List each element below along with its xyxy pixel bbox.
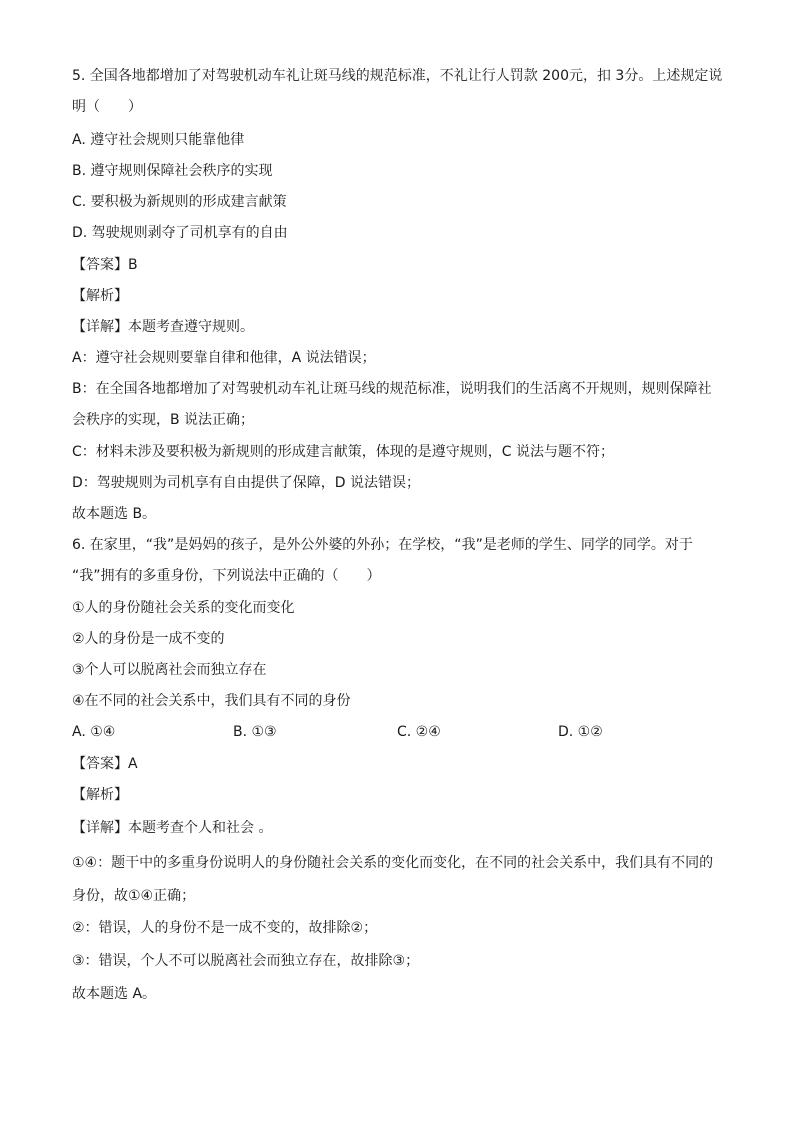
q5-exp-c: C：材料未涉及要积极为新规则的形成建言献策，体现的是遵守规则，C 说法与题不符； bbox=[72, 444, 614, 460]
q6-option-b: B. ①③ bbox=[233, 724, 277, 740]
q6-stem-line2: “我”拥有的多重身份，下列说法中正确的（ ） bbox=[72, 568, 381, 584]
q5-option-b: B. 遵守规则保障社会秩序的实现 bbox=[72, 163, 273, 179]
q6-item-2: ②人的身份是一成不变的 bbox=[72, 631, 225, 647]
q5-option-c: C. 要积极为新规则的形成建言献策 bbox=[72, 194, 287, 210]
q5-analysis-title: 【解析】 bbox=[72, 288, 128, 304]
q6-exp-14-line2: 身份，故①④正确； bbox=[72, 888, 196, 904]
q5-answer: 【答案】B bbox=[72, 257, 138, 273]
q5-conclusion: 故本题选 B。 bbox=[72, 506, 157, 522]
q5-exp-d: D：驾驶规则为司机享有自由提供了保障，D 说法错误； bbox=[72, 475, 421, 491]
q6-option-a: A. ①④ bbox=[72, 724, 116, 740]
q5-stem-line2: 明（ ） bbox=[72, 99, 142, 115]
q6-item-3: ③个人可以脱离社会而独立存在 bbox=[72, 662, 267, 678]
q6-exp-3: ③：错误，个人不可以脱离社会而独立存在，故排除③； bbox=[72, 953, 420, 969]
q6-analysis-title: 【解析】 bbox=[72, 787, 128, 803]
q5-exp-b-line2: 会秩序的实现，B 说法正确； bbox=[72, 412, 255, 428]
q6-stem-line1: 6. 在家里，“我”是妈妈的孩子，是外公外婆的外孙；在学校，“我”是老师的学生、同学的同学。对于 bbox=[72, 537, 693, 553]
q6-item-1: ①人的身份随社会关系的变化而变化 bbox=[72, 600, 295, 616]
q6-option-d: D. ①② bbox=[558, 724, 603, 740]
q5-exp-b-line1: B：在全国各地都增加了对驾驶机动车礼让斑马线的规范标准，说明我们的生活离不开规则，规则保障社 bbox=[72, 381, 712, 397]
q5-exp-a: A：遵守社会规则要靠自律和他律，A 说法错误； bbox=[72, 350, 376, 366]
q6-detail: 【详解】本题考查个人和社会 。 bbox=[72, 820, 273, 836]
q5-option-d: D. 驾驶规则剥夺了司机享有的自由 bbox=[72, 225, 288, 241]
q6-conclusion: 故本题选 A。 bbox=[72, 986, 157, 1002]
q6-answer: 【答案】A bbox=[72, 756, 138, 772]
q6-exp-14-line1: ①④：题干中的多重身份说明人的身份随社会关系的变化而变化，在不同的社会关系中，我们具有不同的 bbox=[72, 855, 714, 871]
q6-options-row bbox=[72, 722, 732, 742]
q5-detail: 【详解】本题考查遵守规则。 bbox=[72, 319, 254, 335]
q6-item-4: ④在不同的社会关系中，我们具有不同的身份 bbox=[72, 693, 351, 709]
q5-stem-line1: 5. 全国各地都增加了对驾驶机动车礼让斑马线的规范标准，不礼让行人罚款 200元，扣 3分。上述规定说 bbox=[72, 68, 723, 84]
q5-option-a: A. 遵守社会规则只能靠他律 bbox=[72, 132, 245, 148]
q6-option-c: C. ②④ bbox=[397, 724, 441, 740]
q6-exp-2: ②：错误，人的身份不是一成不变的，故排除②； bbox=[72, 920, 378, 936]
